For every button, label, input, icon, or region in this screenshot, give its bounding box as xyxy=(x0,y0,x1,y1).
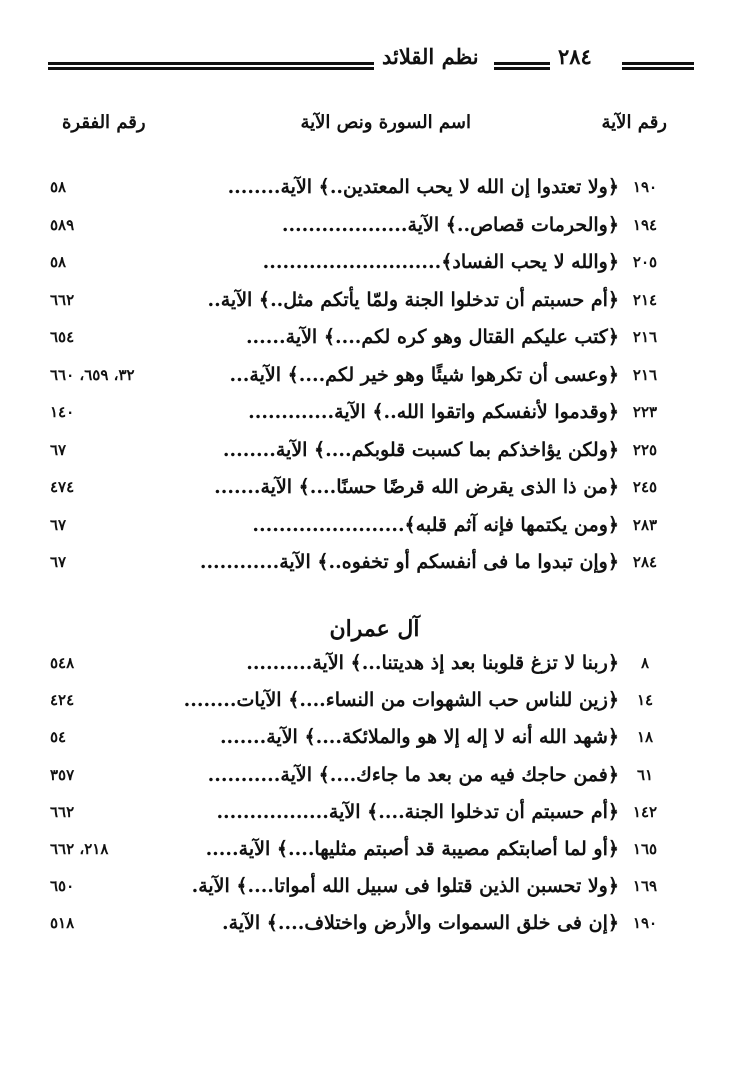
paragraph-number: ٤٧٤ xyxy=(50,478,75,496)
index-entry-row xyxy=(0,247,749,277)
index-entry-row xyxy=(0,397,749,427)
verse-text: ﴿فمن حاجك فيه من بعد ما جاءك....﴾ الآية........... xyxy=(207,763,619,786)
paragraph-number: ٥٤ xyxy=(50,728,67,747)
ayah-number: ٢٤٥ xyxy=(632,478,658,496)
ayah-number: ١٩٠ xyxy=(632,178,658,196)
ayah-number: ١٦٩ xyxy=(632,877,658,896)
ayah-number: ٢١٤ xyxy=(632,290,658,309)
index-entry-row xyxy=(0,547,749,577)
verse-text: ﴿أم حسبتم أن تدخلوا الجنة ولمّا يأتكم مثل..﴾ الآية.. xyxy=(207,288,619,311)
verse-text: ﴿والحرمات قصاص..﴾ الآية................... xyxy=(281,213,619,236)
paragraph-number: ٦٧ xyxy=(50,440,67,459)
ayah-number: ٨ xyxy=(640,654,650,672)
ayah-number: ١٩٠ xyxy=(632,914,658,933)
verse-text: ﴿ومن يكتمها فإنه آثم قلبه﴾....................... xyxy=(252,513,619,536)
index-entry-row xyxy=(0,210,749,240)
index-entry-row xyxy=(0,797,749,827)
column-header-paragraph: رقم الفقرة xyxy=(62,112,146,133)
verse-text: ﴿ربنا لا تزغ قلوبنا بعد إذ هديتنا...﴾ الآية.......... xyxy=(246,652,619,674)
verse-text: ﴿أم حسبتم أن تدخلوا الجنة....﴾ الآية................. xyxy=(216,800,619,823)
paragraph-number: ٥٨ xyxy=(50,253,67,271)
index-entry-row xyxy=(0,685,749,715)
ayah-number: ١٤ xyxy=(636,691,654,710)
paragraph-number: ٦٥٠ xyxy=(50,877,75,896)
ayah-number: ١٩٤ xyxy=(632,215,658,234)
ayah-number: ٢٠٥ xyxy=(632,253,658,271)
index-entry-row xyxy=(0,285,749,315)
page-number: ٢٨٤ xyxy=(558,44,592,69)
verse-text: ﴿ولكن يؤاخذكم بما كسبت قلوبكم....﴾ الآية........ xyxy=(222,438,619,461)
index-entry-row xyxy=(0,435,749,465)
index-entry-row xyxy=(0,172,749,202)
column-header-ayah: رقم الآية xyxy=(601,112,667,133)
verse-text: ﴿من ذا الذى يقرض الله قرضًا حسنًا....﴾ الآية....... xyxy=(214,476,619,498)
ayah-number: ٦١ xyxy=(636,765,654,784)
index-entry-row xyxy=(0,648,749,678)
paragraph-number: ٣٢، ٦٥٩، ٦٦٠ xyxy=(50,365,135,384)
index-entry-row xyxy=(0,834,749,864)
paragraph-number: ٥٨٩ xyxy=(50,215,75,234)
ayah-number: ٢٨٤ xyxy=(632,553,658,571)
verse-text: ﴿والله لا يحب الفساد﴾........................... xyxy=(262,251,619,273)
ayah-number: ٢١٦ xyxy=(632,328,658,346)
section-title-al-imran: آل عمران xyxy=(329,616,420,642)
index-entry-row xyxy=(0,472,749,502)
ayah-number: ٢٨٣ xyxy=(632,515,658,534)
index-entry-row xyxy=(0,722,749,752)
paragraph-number: ٦٧ xyxy=(50,515,67,534)
index-entry-row xyxy=(0,360,749,390)
paragraph-number: ٢١٨، ٦٦٢ xyxy=(50,840,109,858)
index-entry-row xyxy=(0,871,749,901)
paragraph-number: ٥٤٨ xyxy=(50,654,75,672)
column-header-surah-text: اسم السورة ونص الآية xyxy=(300,112,471,133)
ayah-number: ٢١٦ xyxy=(632,365,658,384)
verse-text: ﴿شهد الله أنه لا إله إلا هو والملائكة....﴾ الآية....... xyxy=(219,726,619,749)
paragraph-number: ٦٦٢ xyxy=(50,290,75,309)
verse-text: ﴿إن فى خلق السموات والأرض واختلاف....﴾ الآية. xyxy=(221,912,619,935)
index-entry-row xyxy=(0,760,749,790)
index-entry-row xyxy=(0,908,749,938)
verse-text: ﴿زين للناس حب الشهوات من النساء....﴾ الآيات........ xyxy=(183,689,619,712)
header-rule-middle xyxy=(494,62,550,70)
verse-text: ﴿وعسى أن تكرهوا شيئًا وهو خير لكم....﴾ الآية... xyxy=(229,363,619,386)
ayah-number: ١٦٥ xyxy=(632,840,658,858)
paragraph-number: ٥١٨ xyxy=(50,914,75,933)
verse-text: ﴿وقدموا لأنفسكم واتقوا الله..﴾ الآية............. xyxy=(248,401,619,423)
ayah-number: ١٨ xyxy=(636,728,654,747)
ayah-number: ١٤٢ xyxy=(632,802,658,821)
paragraph-number: ٥٨ xyxy=(50,178,67,196)
ayah-number: ٢٢٣ xyxy=(632,403,658,421)
paragraph-number: ٦٥٤ xyxy=(50,328,75,346)
verse-text: ﴿وإن تبدوا ما فى أنفسكم أو تخفوه..﴾ الآية............ xyxy=(199,551,619,573)
paragraph-number: ٣٥٧ xyxy=(50,765,75,784)
book-title: نظم القلائد xyxy=(382,44,479,69)
header-rule-left xyxy=(48,62,374,70)
verse-text: ﴿أو لما أصابتكم مصيبة قد أصبتم مثليها....﴾ الآية..... xyxy=(205,838,619,860)
paragraph-number: ٦٧ xyxy=(50,553,67,571)
index-entry-row xyxy=(0,322,749,352)
index-entry-row xyxy=(0,510,749,540)
verse-text: ﴿كتب عليكم القتال وهو كره لكم....﴾ الآية...... xyxy=(245,326,619,348)
ayah-number: ٢٢٥ xyxy=(632,440,658,459)
paragraph-number: ٦٦٢ xyxy=(50,802,75,821)
header-rule-right xyxy=(622,62,694,70)
paragraph-number: ١٤٠ xyxy=(50,403,75,421)
verse-text: ﴿ولا تعتدوا إن الله لا يحب المعتدين..﴾ الآية........ xyxy=(227,176,619,198)
paragraph-number: ٤٢٤ xyxy=(50,691,75,710)
verse-text: ﴿ولا تحسبن الذين قتلوا فى سبيل الله أمواتا....﴾ الآية. xyxy=(191,875,619,898)
